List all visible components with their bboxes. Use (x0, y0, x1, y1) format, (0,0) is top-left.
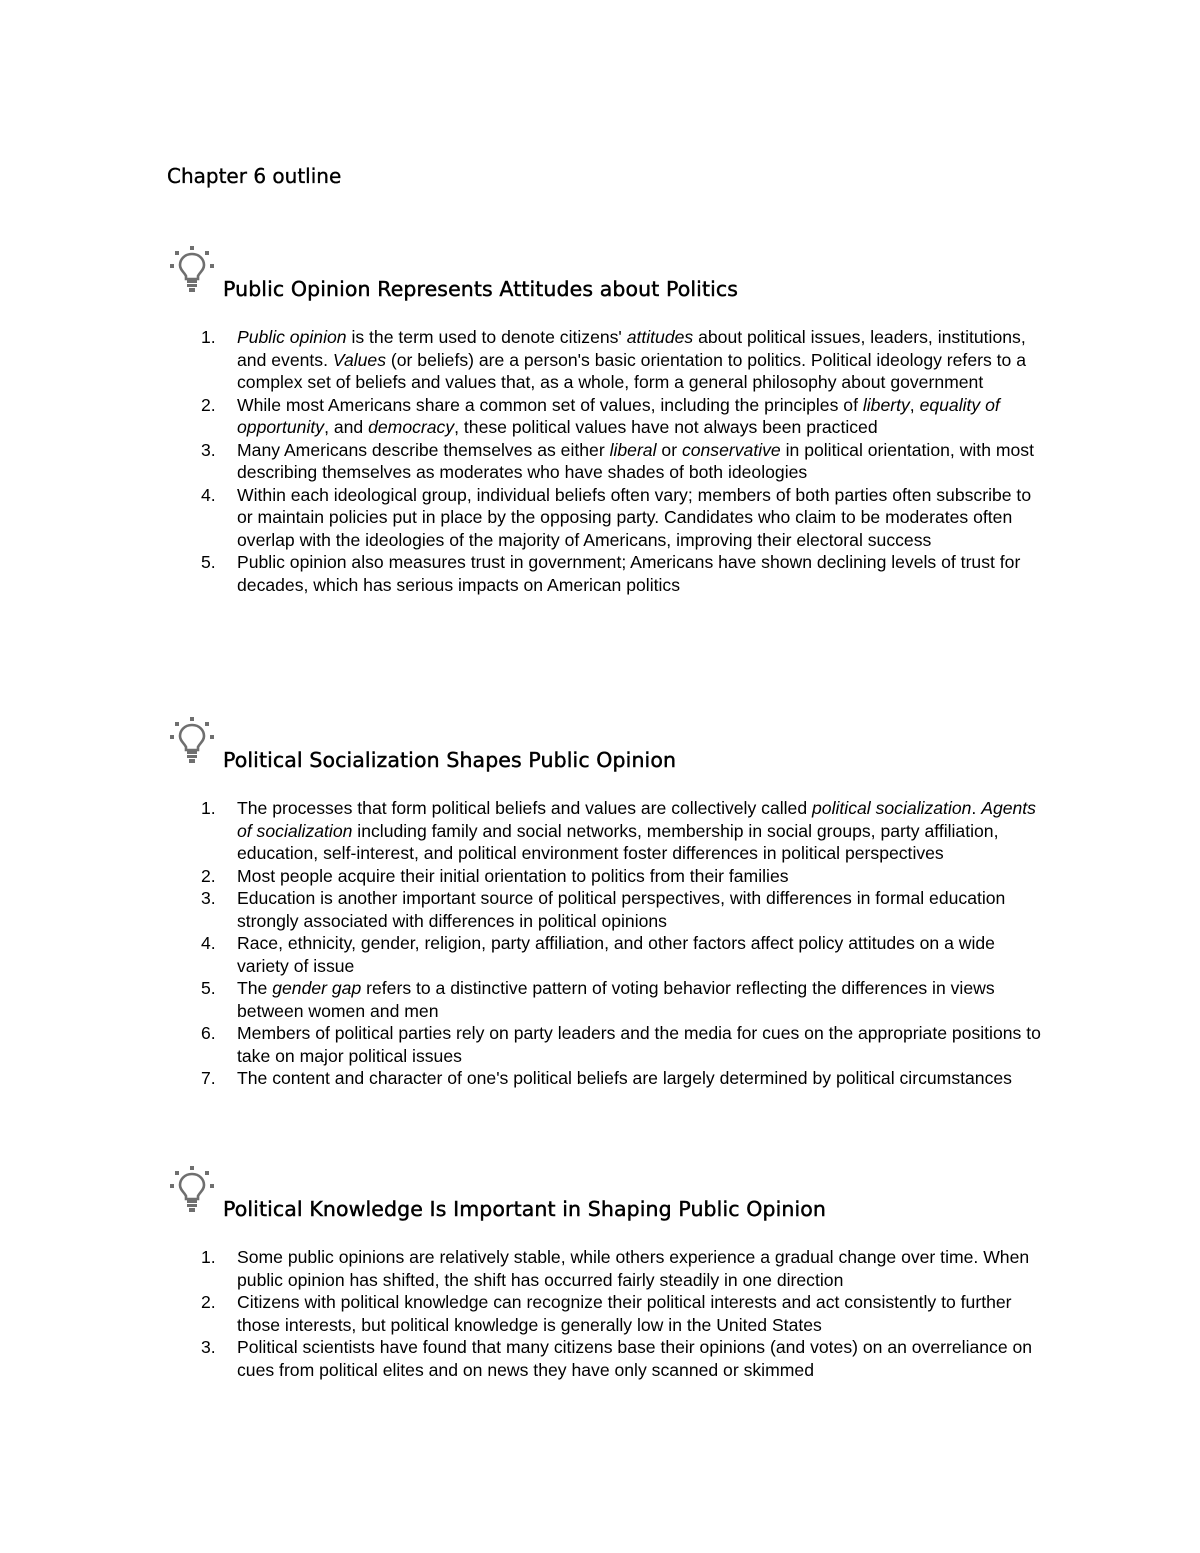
section-public-opinion (165, 243, 1045, 596)
item-text: The processes that form political beliefs and values are collectively called political socialization. Agents of socialization including family and social networks, membership in social groups, party affiliation, education, self-interest, and political environment foster differences in political perspectives (237, 798, 1036, 863)
item-number: 2. (201, 394, 216, 415)
item-text: Education is another important source of political perspectives, with differences in formal education strongly associated with differences in political opinions (237, 888, 1006, 931)
list-item (165, 865, 1045, 888)
item-text: Race, ethnicity, gender, religion, party affiliation, and other factors affect policy attitudes on a wide variety of issue (237, 933, 995, 976)
item-number: 1. (201, 798, 216, 818)
item-number: 5. (201, 978, 216, 998)
section-heading: Political Socialization Shapes Public Opinion (223, 748, 677, 772)
section-heading: Public Opinion Represents Attitudes about Politics (223, 277, 739, 301)
list-item (165, 326, 1045, 394)
numbered-list (165, 1246, 1045, 1381)
list-item (165, 932, 1045, 977)
item-text: Within each ideological group, individual beliefs often vary; members of both parties often subscribe to or maintain policies put in place by the opposing party. Candidates who claim to be moderates often overlap with the ideologies of the majority of Americans, improving their electoral success (237, 484, 1032, 550)
section-heading: Political Knowledge Is Important in Shaping Public Opinion (223, 1197, 826, 1221)
list-item (165, 1336, 1045, 1381)
section-political-knowledge (165, 1163, 1045, 1381)
lightbulb-icon (165, 1163, 219, 1217)
item-number: 1. (201, 1247, 216, 1267)
item-number: 4. (201, 933, 216, 953)
section-header (165, 714, 1045, 778)
lightbulb-icon (165, 714, 219, 768)
item-text: While most Americans share a common set of values, including the principles of liberty, equality of opportunity, and democracy, these political values have not always been practiced (237, 394, 1000, 437)
item-number: 3. (201, 888, 216, 908)
section-header (165, 243, 1045, 307)
item-text: Some public opinions are relatively stable, while others experience a gradual change over time. When public opinion has shifted, the shift has occurred fairly steadily in one direction (237, 1247, 1030, 1290)
lightbulb-icon (165, 243, 219, 297)
numbered-list (165, 797, 1045, 1090)
page-title: Chapter 6 outline (167, 164, 342, 188)
item-text: Members of political parties rely on party leaders and the media for cues on the appropriate positions to take on major political issues (237, 1023, 1041, 1066)
list-item (165, 439, 1045, 484)
item-text: Most people acquire their initial orientation to politics from their families (237, 865, 789, 886)
item-number: 2. (201, 865, 216, 886)
section-political-socialization (165, 714, 1045, 1090)
item-text: Public opinion also measures trust in government; Americans have shown declining levels of trust for decades, which has serious impacts on American politics (237, 552, 1021, 595)
list-item (165, 887, 1045, 932)
numbered-list (165, 326, 1045, 596)
item-number: 6. (201, 1023, 216, 1043)
item-number: 7. (201, 1068, 216, 1088)
list-item (165, 1291, 1045, 1336)
item-text: The content and character of one's political beliefs are largely determined by political circumstances (237, 1068, 1012, 1088)
item-number: 3. (201, 439, 216, 460)
item-number: 4. (201, 484, 216, 505)
item-number: 3. (201, 1337, 216, 1357)
list-item (165, 1022, 1045, 1067)
item-text: Political scientists have found that many citizens base their opinions (and votes) on an overreliance on cues from political elites and on news they have only scanned or skimmed (237, 1337, 1033, 1380)
item-number: 2. (201, 1292, 216, 1312)
list-item (165, 1067, 1045, 1090)
section-header (165, 1163, 1045, 1227)
item-text: Citizens with political knowledge can recognize their political interests and act consistently to further those interests, but political knowledge is generally low in the United States (237, 1292, 1012, 1335)
item-number: 5. (201, 552, 216, 572)
item-text: Many Americans describe themselves as either liberal or conservative in political orientation, with most describing themselves as moderates who have shades of both ideologies (237, 439, 1034, 482)
item-text: The gender gap refers to a distinctive pattern of voting behavior reflecting the differences in views between women and men (237, 978, 995, 1021)
list-item (165, 797, 1045, 865)
list-item (165, 1246, 1045, 1291)
list-item (165, 484, 1045, 552)
list-item (165, 551, 1045, 596)
item-number: 1. (201, 327, 216, 347)
item-text: Public opinion is the term used to denote citizens' attitudes about political issues, leaders, institutions, and events. Values (or beliefs) are a person's basic orientation to politics. Political ideology refers to a complex set of beliefs and values that, as a whole, form a general philosophy about government (237, 327, 1026, 392)
list-item (165, 977, 1045, 1022)
list-item (165, 394, 1045, 439)
